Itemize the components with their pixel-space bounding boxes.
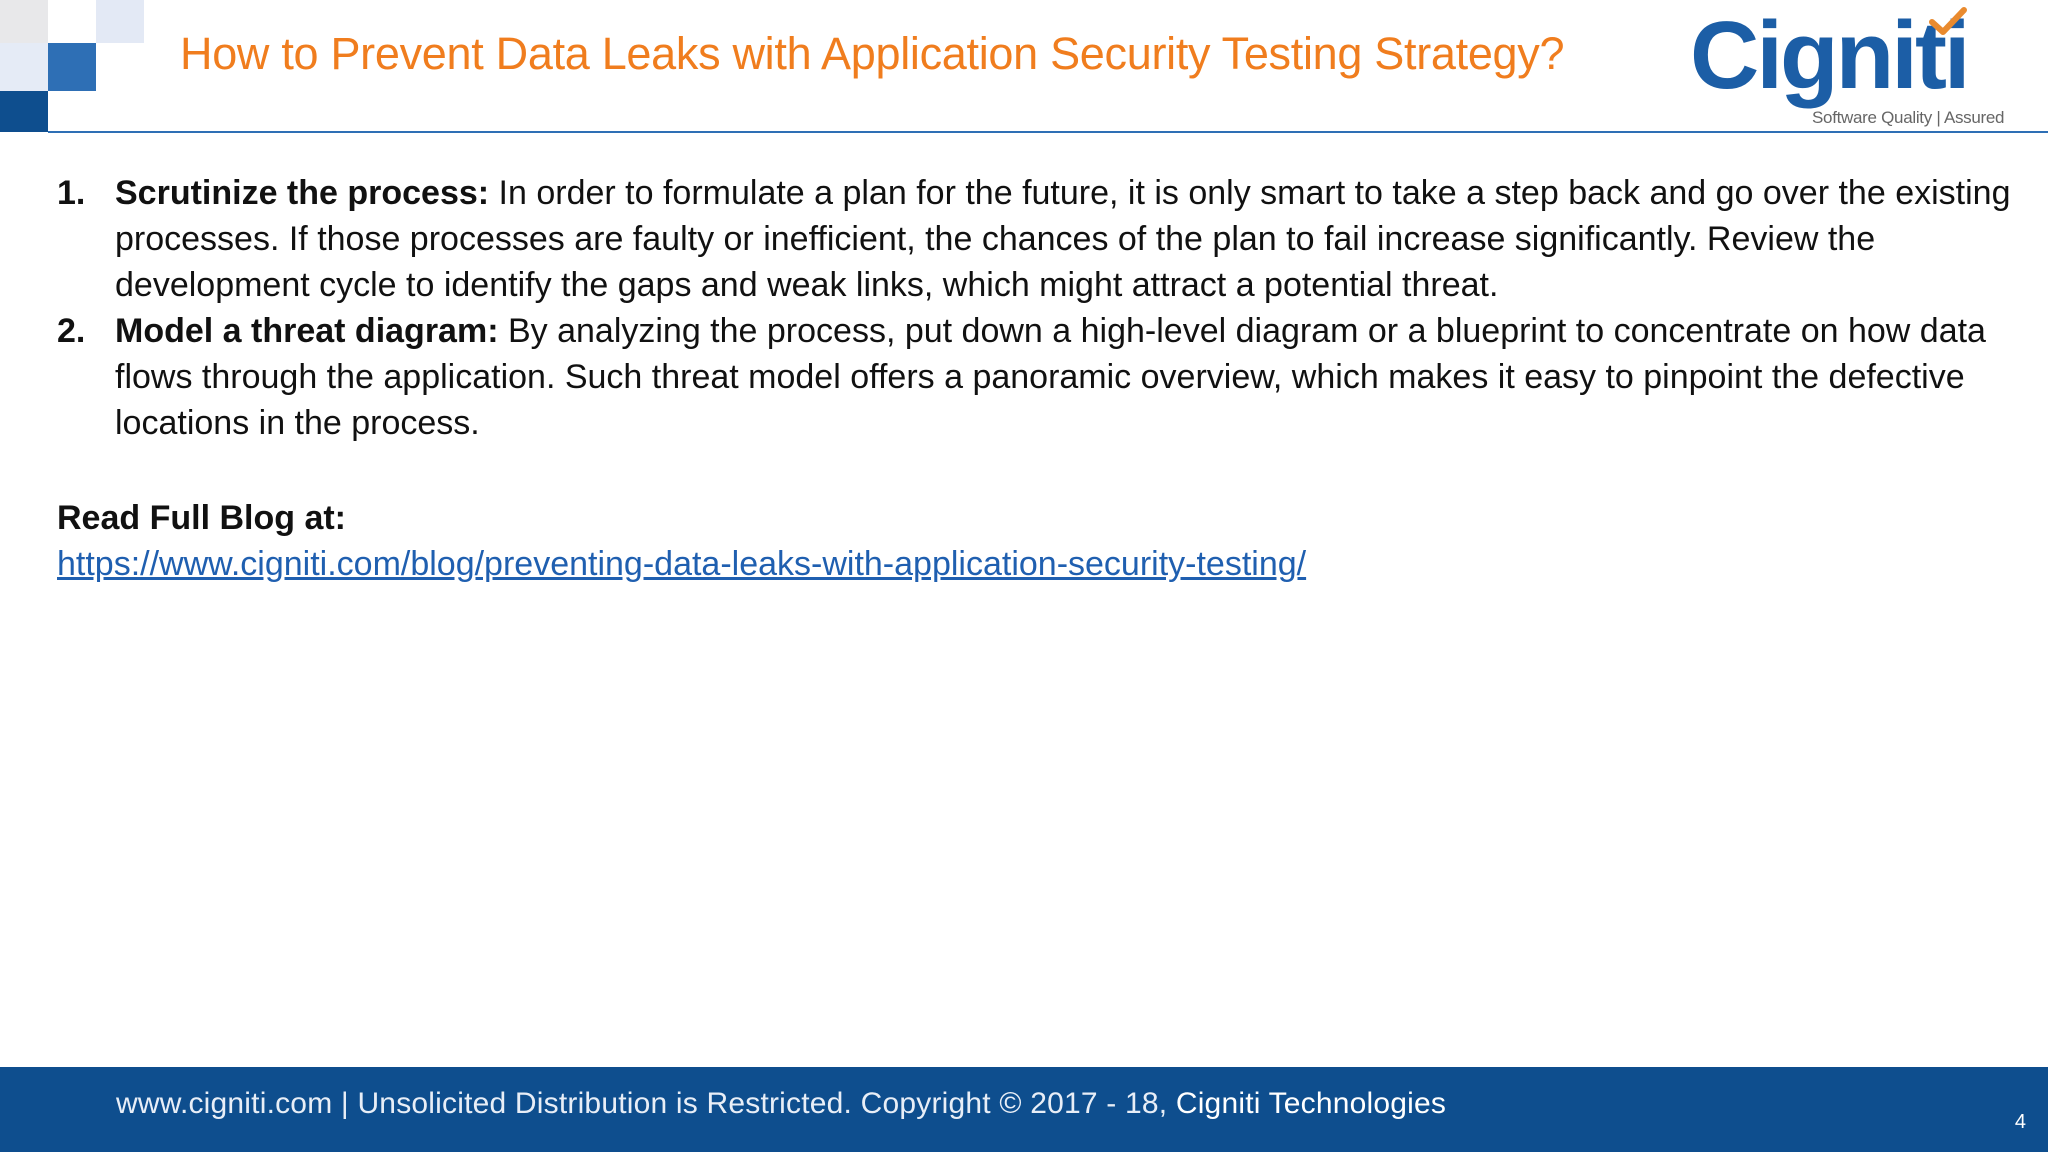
footer-copyright: www.cigniti.com | Unsolicited Distribution is Restricted. Copyright © 2017 - 18, xyxy=(116,1087,1176,1120)
list-item xyxy=(57,308,2017,446)
checkmark-icon xyxy=(1928,6,1968,38)
list-item xyxy=(57,170,2017,308)
cigniti-logo xyxy=(1690,2,2010,130)
footer-bar xyxy=(0,1067,2048,1152)
slide-title: How to Prevent Data Leaks with Application Security Testing Strategy? xyxy=(180,28,1565,79)
corner-square-3 xyxy=(48,43,96,91)
blog-link[interactable]: https://www.cigniti.com/blog/preventing-data-leaks-with-application-security-testing/ xyxy=(57,545,1307,583)
corner-square-1 xyxy=(0,0,48,43)
list-item-body: In order to formulate a plan for the future, it is only smart to take a step back and go over the existing processes. If those processes are faulty or inefficient, the chances of the plan to fail increase significantly. Review the development cycle to identify the gaps and weak links, which might attract a potential threat. xyxy=(115,174,2011,304)
logo-wordmark: Cigniti xyxy=(1690,2,1968,109)
corner-square-4 xyxy=(96,0,144,43)
read-more-label: Read Full Blog at: xyxy=(57,499,346,537)
corner-square-5 xyxy=(0,91,48,132)
list-item-heading: Model a threat diagram: xyxy=(115,312,499,350)
numbered-list xyxy=(57,170,2017,446)
list-item-number: 2. xyxy=(57,312,86,350)
footer-company: Cigniti Technologies xyxy=(1175,1087,1447,1120)
corner-square-2 xyxy=(0,43,48,91)
page-number: 4 xyxy=(2014,1111,2026,1133)
list-item-number: 1. xyxy=(57,174,86,212)
list-item-heading: Scrutinize the process: xyxy=(115,174,490,212)
footer-text xyxy=(116,1087,1446,1121)
list-item-body: By analyzing the process, put down a high-level diagram or a blueprint to concentrate on how data flows through the application. Such threat model offers a panoramic overview, which makes it easy to pinpoint the defective locations in the process. xyxy=(115,312,1986,442)
logo-tagline: Software Quality | Assured xyxy=(1812,108,2005,127)
header-divider xyxy=(48,131,2048,133)
